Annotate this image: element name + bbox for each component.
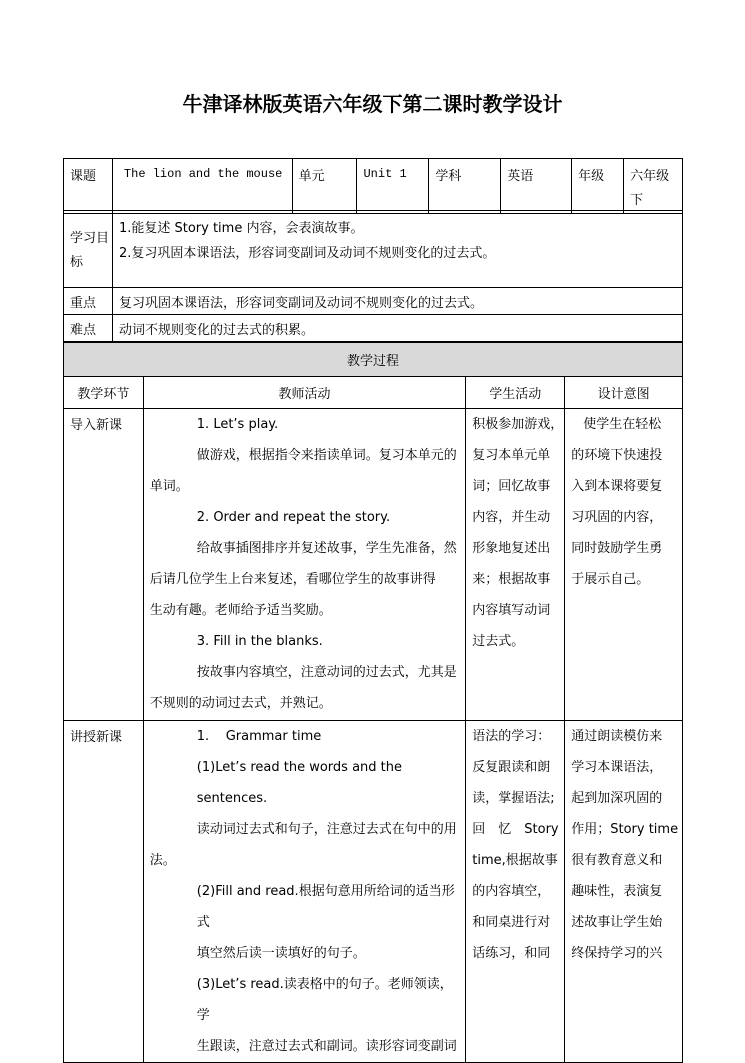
teacher-line: 读动词过去式和句子，注意过去式在句中的用 (196, 822, 457, 837)
grade-value: 六年级下 (624, 159, 683, 214)
stage-cell: 讲授新课 (64, 721, 144, 1063)
intent-line: 使学生在轻松 (583, 417, 662, 432)
student-line: 复习本单元单 (472, 448, 551, 463)
teacher-line: 1. Grammar time (196, 729, 322, 744)
student-line: time,根据故事 (472, 853, 558, 868)
topic-label: 课题 (64, 159, 113, 214)
intent-line: 习巩固的内容， (571, 510, 663, 525)
teacher-line: 按故事内容填空，注意动词的过去式，尤其是 (196, 665, 457, 680)
intent-line: 起到加深巩固的 (571, 791, 663, 806)
intent-line: 终保持学习的兴 (571, 946, 663, 961)
intent-line: 很有教育意义和 (571, 853, 663, 868)
difficulty-text: 动词不规则变化的过去式的积累。 (112, 315, 682, 342)
intent-line: 作用；Story time (571, 822, 679, 837)
focus-label: 重点 (64, 288, 113, 315)
teacher-line: (2)Fill and read.根据句意用所给词的适当形式 (196, 884, 455, 930)
process-table (63, 342, 683, 1063)
student-line: 积极参加游戏， (472, 417, 564, 432)
student-line: 读，掌握语法; (472, 791, 555, 806)
goal-item: 2.复习巩固本课语法，形容词变副词及动词不规则变化的过去式。 (118, 246, 496, 261)
subject-value: 英语 (501, 159, 572, 214)
column-header: 设计意图 (565, 377, 683, 409)
student-line: 形象地复述出 (472, 541, 551, 556)
column-header: 教学环节 (64, 377, 144, 409)
student-line: 语法的学习： (472, 729, 551, 744)
intent-line: 入到本课将要复 (571, 479, 663, 494)
student-cell (466, 409, 565, 721)
table-row (64, 721, 683, 1063)
student-line: 话练习，和同 (472, 946, 551, 961)
goals-label: 学习目标 (64, 211, 113, 288)
teacher-line: 后请几位学生上台来复述，看哪位学生的故事讲得 (149, 572, 436, 587)
teacher-line: 填空然后读一读填好的句子。 (196, 946, 366, 961)
process-heading: 教学过程 (64, 343, 683, 377)
teacher-line: 生跟读，注意过去式和副词。读形容词变副词 (196, 1039, 457, 1054)
student-line: 反复跟读和朗 (472, 760, 551, 775)
student-line: 的内容填空， (472, 884, 551, 899)
intent-cell (565, 409, 683, 721)
student-line: 词；回忆故事 (472, 479, 551, 494)
teacher-line: 生动有趣。老师给予适当奖励。 (149, 603, 332, 618)
grade-label: 年级 (572, 159, 624, 214)
teacher-line: 不规则的动词过去式，并熟记。 (149, 696, 332, 711)
teacher-line: 法。 (149, 853, 176, 868)
teacher-line: 2. Order and repeat the story. (196, 510, 391, 525)
intent-line: 学习本课语法， (571, 760, 663, 775)
teacher-line: (3)Let’s read.读表格中的句子。老师领读，学 (196, 977, 453, 1023)
student-line: 内容填写动词 (472, 603, 551, 618)
column-header: 学生活动 (466, 377, 565, 409)
goals-table (63, 210, 683, 342)
goals-list (112, 211, 682, 288)
student-cell (466, 721, 565, 1063)
teacher-line: 给故事插图排序并复述故事，学生先准备，然 (196, 541, 457, 556)
table-row (64, 409, 683, 721)
teacher-line: 3. Fill in the blanks. (196, 634, 323, 649)
intent-cell (565, 721, 683, 1063)
student-line: 过去式。 (472, 634, 525, 649)
goal-item: 1.能复述 Story time 内容，会表演故事。 (118, 221, 364, 236)
intent-line: 的环境下快速投 (571, 448, 663, 463)
teacher-cell (143, 721, 465, 1063)
intent-line: 述故事让学生始 (571, 915, 663, 930)
student-line: 和同桌进行对 (472, 915, 551, 930)
subject-label: 学科 (429, 159, 501, 214)
intent-line: 于展示自己。 (571, 572, 650, 587)
teacher-cell (143, 409, 465, 721)
column-header: 教师活动 (143, 377, 465, 409)
teacher-line: 做游戏，根据指令来指读单词。复习本单元的 (196, 448, 457, 463)
student-line: 回 忆 Story (472, 822, 559, 837)
focus-text: 复习巩固本课语法，形容词变副词及动词不规则变化的过去式。 (112, 288, 682, 315)
unit-value: Unit 1 (357, 159, 429, 214)
teacher-line: 1. Let’s play. (196, 417, 279, 432)
difficulty-label: 难点 (64, 315, 113, 342)
teacher-line: (1)Let’s read the words and the sentences. (196, 760, 403, 806)
page-title: 牛津译林版英语六年级下第二课时教学设计 (182, 92, 563, 116)
student-line: 来；根据故事 (472, 572, 551, 587)
stage-cell: 导入新课 (64, 409, 144, 721)
intent-line: 同时鼓励学生勇 (571, 541, 663, 556)
student-line: 内容，并生动 (472, 510, 551, 525)
intent-line: 趣味性，表演复 (571, 884, 663, 899)
topic-value: The lion and the mouse (112, 159, 292, 214)
info-table (63, 158, 683, 214)
intent-line: 通过朗读模仿来 (571, 729, 663, 744)
teacher-line: 单词。 (149, 479, 189, 494)
unit-label: 单元 (292, 159, 357, 214)
